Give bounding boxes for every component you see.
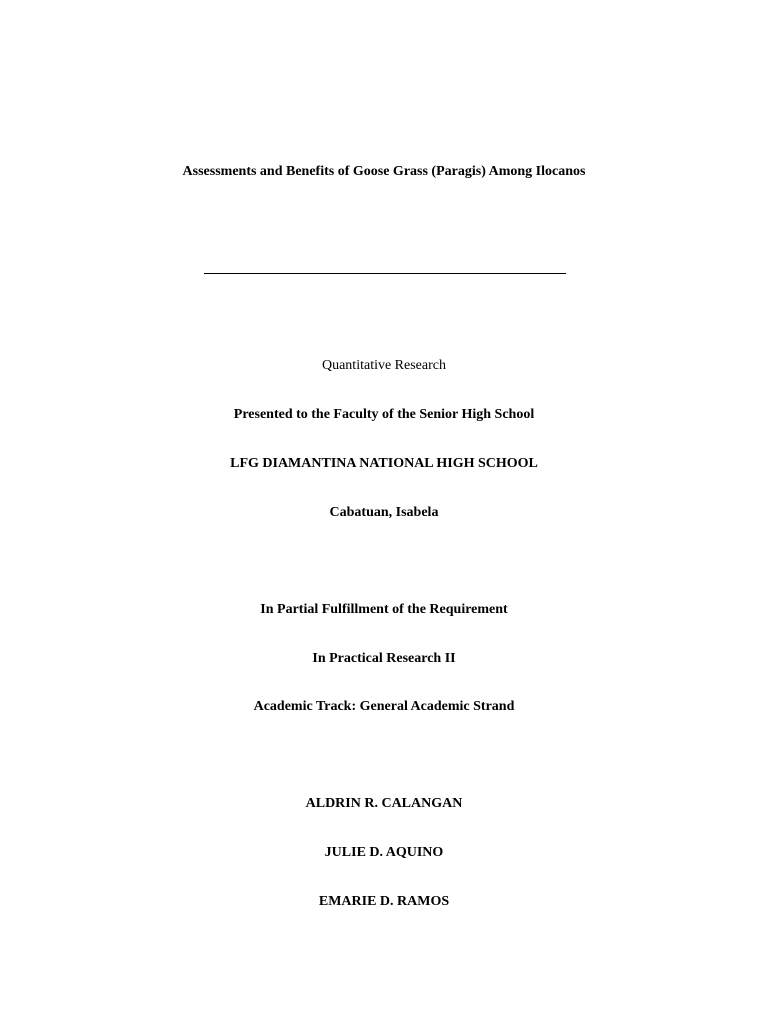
author-name: JULIE D. AQUINO: [324, 845, 444, 860]
school-name: LFG DIAMANTINA NATIONAL HIGH SCHOOL: [230, 456, 538, 471]
fulfillment-statement: In Partial Fulfillment of the Requirement: [260, 602, 508, 617]
school-location: Cabatuan, Isabela: [329, 505, 439, 520]
author-name: EMARIE D. RAMOS: [318, 894, 450, 909]
research-type: Quantitative Research: [321, 358, 446, 373]
document-title: Assessments and Benefits of Goose Grass (Paragis) Among Ilocanos: [182, 164, 586, 179]
presented-to: Presented to the Faculty of the Senior High School: [233, 407, 535, 422]
course-name: In Practical Research II: [312, 651, 456, 666]
author-name: ALDRIN R. CALANGAN: [305, 796, 463, 811]
signature-line: [204, 273, 566, 274]
academic-track: Academic Track: General Academic Strand: [253, 699, 515, 714]
